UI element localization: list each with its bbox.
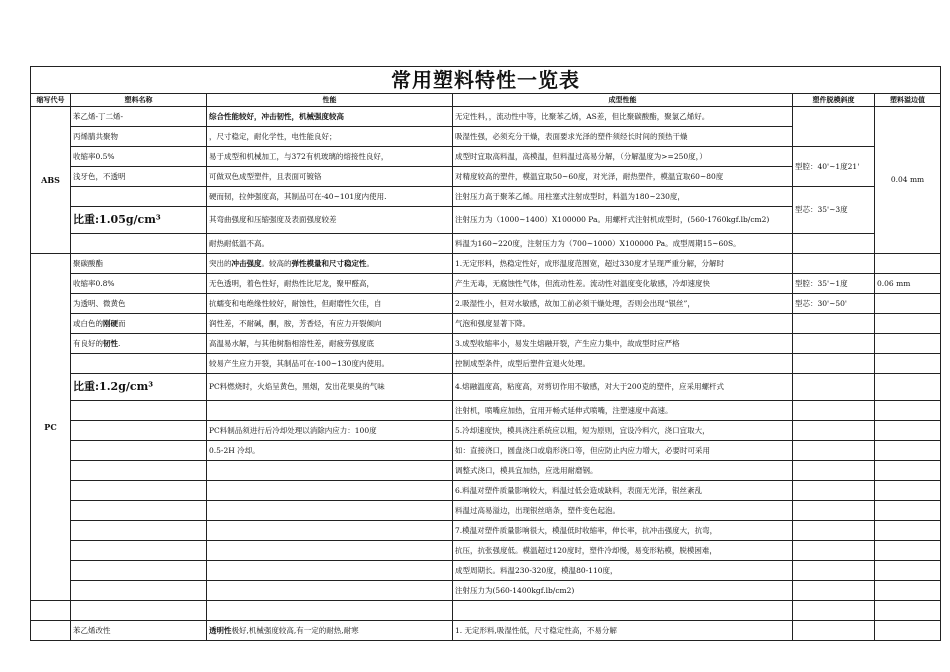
spacer-mold [453, 601, 793, 621]
bold-text: 韧性 [103, 338, 118, 348]
abs-name-line [71, 187, 207, 207]
pc-name-line [71, 401, 207, 421]
pc-performance-line [207, 561, 453, 581]
pc-molding-line: 4.熔融温度高，粘度高，对剪切作用不敏感，对大于200克的塑件，应采用螺杆式 [453, 374, 793, 401]
pc-molding-line: 抗压，抗张强度低。模温超过120度时，塑件冷却慢，易变形粘模，脱模困难， [453, 541, 793, 561]
abs-name-line: 比重:1.05g/cm³ [71, 207, 207, 234]
abs-molding-line: 对精度较高的塑件，模温宜取50~60度，对光泽，耐热塑件，模温宜取60~80度 [453, 167, 793, 187]
table-row [31, 481, 941, 501]
spreadsheet [30, 66, 940, 641]
pc-name-line: 比重:1.2g/cm³ [71, 374, 207, 401]
abs-performance-line [207, 234, 453, 254]
abs-molding-line: 无定性料，，流动性中等，比聚苯乙烯，AS差，但比聚碳酸酯，聚氯乙烯好。 [453, 107, 793, 127]
pc-name-line [71, 441, 207, 461]
text: ，尺寸稳定，耐化学性，电性能良好； [209, 131, 337, 141]
pc-flash-empty [875, 334, 941, 354]
pc-molding-line: 7.模温对塑件质量影响很大，模温低时收缩率，伸长率，抗冲击强度大，抗弯， [453, 521, 793, 541]
pc-molding-line: 气泡和强度显著下降。 [453, 314, 793, 334]
pc-flash-empty [875, 374, 941, 401]
pc-name-line [71, 561, 207, 581]
pc-molding-line: 料温过高易溢边，出现银丝暗条，塑件变色起泡。 [453, 501, 793, 521]
pc-draft-empty [793, 421, 875, 441]
pc-draft-empty [793, 401, 875, 421]
pc-performance-line [207, 374, 453, 401]
pc-molding-line: 注射压力为(560-1400kgf.lb/cm2) [453, 581, 793, 601]
pc-molding-line: 6.料温对塑件质量影响较大，料温过低会造成缺料，表面无光泽，银丝紊乱 [453, 481, 793, 501]
table-row [31, 401, 941, 421]
text: 易于成型和机械加工，与372有机玻璃的熔接性良好， [209, 151, 389, 161]
next-performance-line [207, 621, 453, 641]
text: 润性差，不耐碱，酮，胺，芳香烃，有应力开裂倾向 [209, 318, 382, 328]
pc-draft-cavity: 型腔：35'~1度 [793, 274, 875, 294]
pc-draft-core: 型芯：30'~50' [793, 294, 875, 314]
pc-draft-empty [793, 461, 875, 481]
pc-performance-line [207, 521, 453, 541]
pc-performance-line [207, 274, 453, 294]
bold-text: 刚硬 [103, 318, 118, 328]
pc-performance-line [207, 314, 453, 334]
abs-performance-line [207, 167, 453, 187]
pc-name-line: 为透明、微黄色 [71, 294, 207, 314]
text: 高温易水解，与其他树脂相溶性差，耐疲劳强度底 [209, 338, 374, 348]
next-molding-line: 1. 无定形料,吸湿性低，尺寸稳定性高，不易分解 [453, 621, 793, 641]
text: 较易产生应力开裂，其制品可在-100~130度内使用。 [209, 358, 389, 368]
abs-name-line [71, 234, 207, 254]
pc-name-line [71, 334, 207, 354]
spacer-name [71, 601, 207, 621]
pc-molding-line: 3.成型收缩率小，易发生熔融开裂，产生应力集中，故成型时应严格 [453, 334, 793, 354]
table-row [31, 421, 941, 441]
pc-flash-empty [875, 501, 941, 521]
abs-performance-line [207, 107, 453, 127]
abs-name-line: 丙烯腈共聚物 [71, 127, 207, 147]
pc-molding-line: 注射机，喷嘴应加热，宜用开畅式延伸式喷嘴，注塑速度中高速。 [453, 401, 793, 421]
table-row [31, 601, 941, 621]
text: 抗蠕变和电绝缘性较好，耐蚀性，但耐磨性欠佳，自 [209, 298, 382, 308]
pc-molding-line: 如：直接浇口，圆盘浇口或扇形浇口等，但应防止内应力增大，必要时可采用 [453, 441, 793, 461]
pc-molding-line: 成型周期长。料温230-320度，模温80-110度， [453, 561, 793, 581]
pc-flash-empty [875, 441, 941, 461]
pc-flash-empty [875, 521, 941, 541]
pc-name-line [71, 481, 207, 501]
pc-molding-line: 2.吸湿性小，但对水敏感，故加工前必须干燥处理，否则会出现“银丝”， [453, 294, 793, 314]
header-flash-value: 塑料溢边值 [875, 94, 941, 107]
pc-flash-empty [875, 481, 941, 501]
spacer-flash [875, 601, 941, 621]
pc-draft-empty [793, 334, 875, 354]
text: 硬而韧，拉伸强度高，其制品可在-40~101度内使用. [209, 191, 387, 201]
spacer-code [31, 601, 71, 621]
pc-flash-empty [875, 314, 941, 334]
header-draft-angle: 塑件脱模斜度 [793, 94, 875, 107]
table-row [31, 187, 941, 207]
pc-flash-empty [875, 254, 941, 274]
abs-draft-empty [793, 234, 875, 254]
table-row [31, 581, 941, 601]
pc-molding-line: 产生无毒，无腐蚀性气体，但流动性差。流动性对温度变化敏感，冷却速度快 [453, 274, 793, 294]
bold-text: 综合性能较好，冲击韧性，机械强度较高 [209, 111, 344, 121]
bold-text: 弹性模量和尺寸稳定性 [291, 258, 367, 268]
pc-flash-empty [875, 561, 941, 581]
pc-name-line [71, 501, 207, 521]
table-row [31, 501, 941, 521]
text: 或白色的 [73, 318, 103, 328]
text: 。 [366, 258, 374, 268]
pc-code: PC [31, 254, 71, 601]
table-row [31, 354, 941, 374]
pc-performance-line [207, 541, 453, 561]
table-row [31, 541, 941, 561]
pc-performance-line [207, 441, 453, 461]
pc-performance-line [207, 421, 453, 441]
text: 耐热耐低温不高。 [209, 238, 269, 248]
table-row [31, 334, 941, 354]
spacer-perf [207, 601, 453, 621]
pc-performance-line [207, 501, 453, 521]
pc-draft-empty [793, 254, 875, 274]
pc-performance-line [207, 401, 453, 421]
pc-performance-line [207, 481, 453, 501]
pc-draft-empty [793, 521, 875, 541]
table-row [31, 374, 941, 401]
abs-name-line: 苯乙烯-丁二烯- [71, 107, 207, 127]
bold-text: 透明性 [209, 625, 232, 635]
table-row [31, 234, 941, 254]
text: PC料制品须进行后冷却处理以消除内应力：100度 [209, 425, 377, 435]
abs-name-line: 收缩率0.5% [71, 147, 207, 167]
text: PC料燃烧时，火焰呈黄色，黑烟，发出花果臭的气味 [209, 382, 385, 391]
abs-molding-line: 成型时宜取高料温，高模温，但料温过高易分解，（分解温度为>=250度，） [453, 147, 793, 167]
pc-flash-empty [875, 461, 941, 481]
pc-draft-empty [793, 501, 875, 521]
text: 突出的 [209, 258, 232, 268]
table-row [31, 561, 941, 581]
pc-performance-line [207, 294, 453, 314]
abs-draft-core: 型芯：35'~3度 [793, 187, 875, 234]
pc-name-line [71, 521, 207, 541]
table-row [31, 621, 941, 641]
pc-molding-line: 调整式浇口，模具宜加热，应选用耐磨钢。 [453, 461, 793, 481]
pc-performance-line [207, 581, 453, 601]
pc-flash-empty [875, 541, 941, 561]
text: 无色透明，着色性好，耐热性比尼龙，聚甲醛高， [209, 278, 374, 288]
pc-performance-line [207, 461, 453, 481]
table-row [31, 107, 941, 127]
abs-molding-line: 吸湿性强，必须充分干燥，表面要求光泽的塑件须经长时间的预热干燥 [453, 127, 793, 147]
pc-flash-empty [875, 401, 941, 421]
table-row [31, 314, 941, 334]
header-code: 缩写代号 [31, 94, 71, 107]
pc-draft-empty [793, 581, 875, 601]
abs-performance-line [207, 127, 453, 147]
pc-flash-empty [875, 354, 941, 374]
pc-flash-empty [875, 581, 941, 601]
pc-draft-empty [793, 561, 875, 581]
pc-name-line [71, 354, 207, 374]
table-row [31, 521, 941, 541]
pc-molding-line: 控制成型条件，成型后塑件宜退火处理。 [453, 354, 793, 374]
table-row [31, 461, 941, 481]
text: 。较高的 [261, 258, 292, 268]
abs-molding-line: 注射压力高于聚苯乙烯。用柱塞式注射成型时，料温为180~230度， [453, 187, 793, 207]
next-flash [875, 621, 941, 641]
pc-performance-line [207, 354, 453, 374]
abs-draft-empty [793, 107, 875, 147]
pc-molding-line: 5.冷却速度快，模具浇注系统应以粗，短为原则，宜设冷料穴，浇口宜取大， [453, 421, 793, 441]
pc-draft-empty [793, 354, 875, 374]
pc-name-line: 聚碳酸酯 [71, 254, 207, 274]
page-title: 常用塑料特性一览表 [31, 67, 941, 94]
pc-draft-empty [793, 481, 875, 501]
text: 有良好的 [73, 338, 103, 348]
header-name: 塑料名称 [71, 94, 207, 107]
spacer-draft [793, 601, 875, 621]
plastics-table [30, 66, 941, 641]
abs-name-line: 浅牙色，不透明 [71, 167, 207, 187]
bold-text: 冲击强度 [231, 258, 262, 268]
text: 其弯曲强度和压缩强度及表面强度较差 [209, 215, 337, 224]
pc-name-line [71, 461, 207, 481]
abs-performance-line [207, 187, 453, 207]
abs-code: ABS [31, 107, 71, 254]
pc-name-line: 收缩率0.8% [71, 274, 207, 294]
abs-flash-value: 0.04 mm [875, 107, 941, 254]
abs-performance-line [207, 207, 453, 234]
abs-draft-cavity: 型腔：40'~1度21' [793, 147, 875, 187]
pc-draft-empty [793, 314, 875, 334]
pc-flash-empty [875, 421, 941, 441]
table-row [31, 274, 941, 294]
table-row [31, 254, 941, 274]
abs-molding-line: 注射压力为（1000~1400）X100000 Pa。用螺杆式注射机成型时，(560-1760kgf.lb/cm2) [453, 207, 793, 234]
next-code [31, 621, 71, 641]
pc-flash-empty [875, 294, 941, 314]
abs-molding-line: 料温为160~220度，注射压力为（700~1000）X100000 Pa。成型周期15~60S。 [453, 234, 793, 254]
text: 可做双色成型塑件，且表面可镀铬 [209, 171, 322, 181]
next-draft [793, 621, 875, 641]
text: 而 [118, 318, 126, 328]
pc-name-line [71, 314, 207, 334]
pc-draft-empty [793, 374, 875, 401]
pc-molding-line: 1.无定形料，热稳定性好，成形温度范围宽，超过330度才呈现严重分解，分解时 [453, 254, 793, 274]
abs-performance-line [207, 147, 453, 167]
next-name-line: 苯乙烯改性 [71, 621, 207, 641]
pc-performance-line [207, 254, 453, 274]
pc-flash-value: 0.06 mm [875, 274, 941, 294]
text: . [118, 338, 121, 348]
pc-name-line [71, 541, 207, 561]
pc-draft-empty [793, 541, 875, 561]
pc-name-line [71, 421, 207, 441]
pc-draft-empty [793, 441, 875, 461]
table-row [31, 441, 941, 461]
header-performance: 性能 [207, 94, 453, 107]
pc-name-line [71, 581, 207, 601]
table-row [31, 294, 941, 314]
pc-performance-line [207, 334, 453, 354]
table-row [31, 147, 941, 167]
header-molding: 成型性能 [453, 94, 793, 107]
text: 0.5-2H 冷却。 [209, 445, 260, 455]
text: 极好,机械强度较高,有一定的耐热,耐寒 [231, 625, 359, 635]
